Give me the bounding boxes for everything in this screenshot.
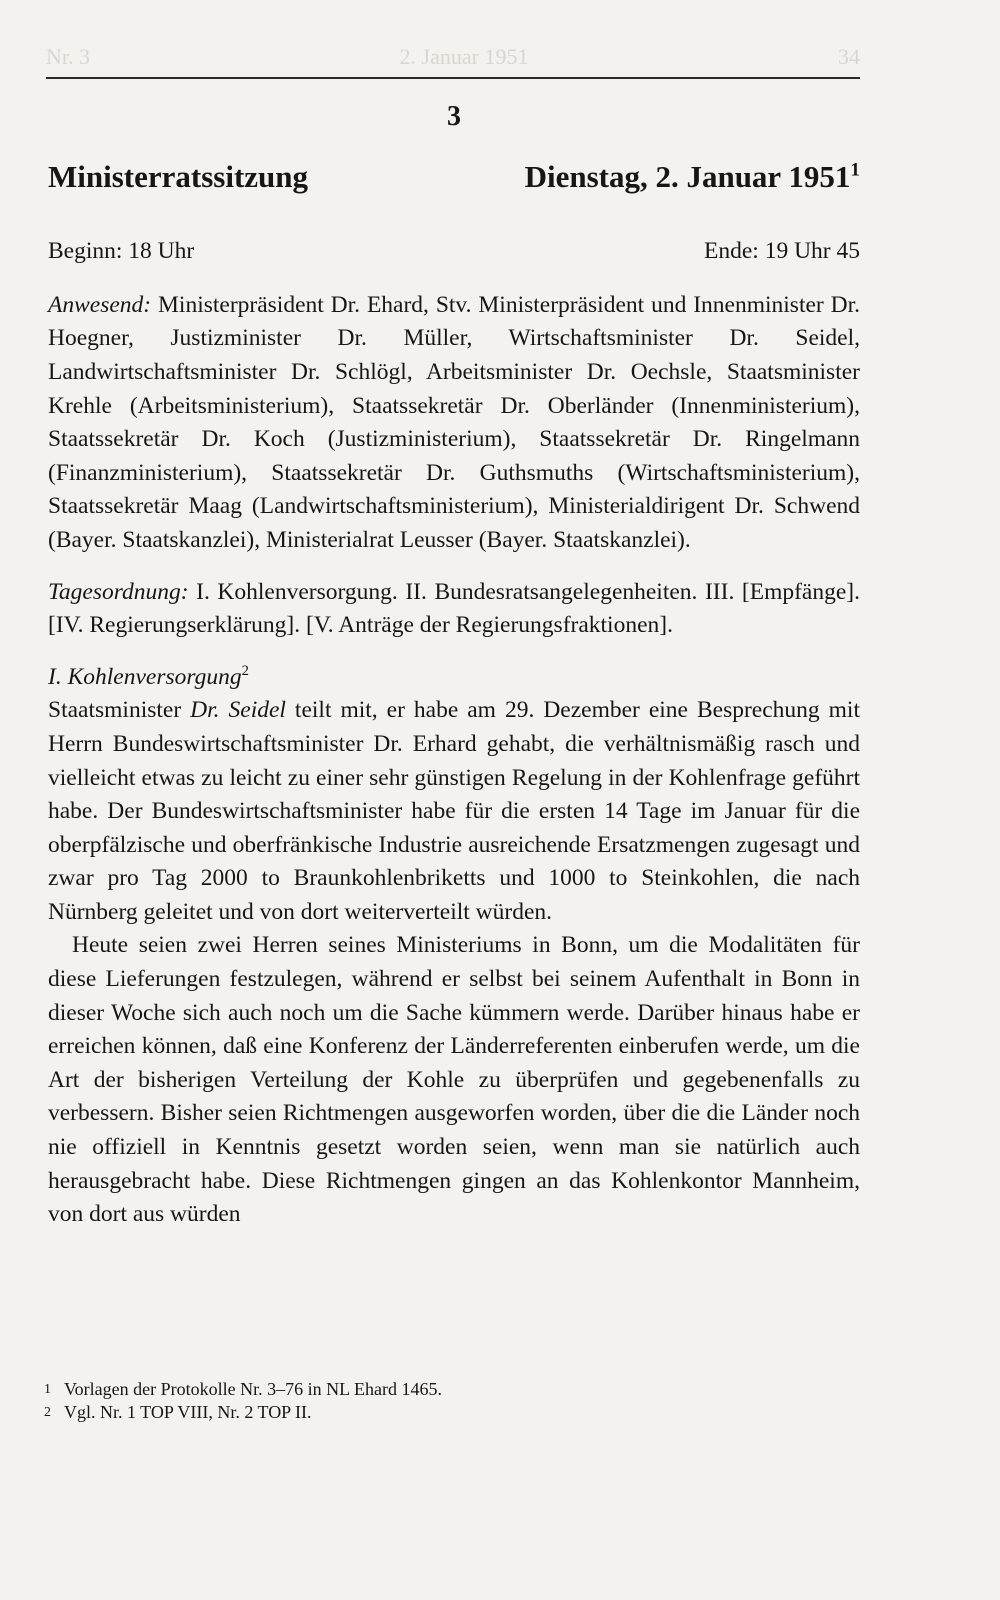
para1-text: teilt mit, er habe am 29. Dezember eine Besprechung mit Herrn Bundeswirtschaftsminister Dr. Erhard gehabt, die verhältnismäßig rasch und vielleicht etwas zu leicht zu einer sehr günstigen Regelung in der Kohlenfrage geführt habe. Der Bundeswirtschaftsminister habe für die ersten 14 Tage im Januar für die oberpfälzische und oberfränkische Industrie ausreichende Ersatzmengen zugesagt und zwar pro Tag 2000 to Braunkohlenbriketts und 1000 to Steinkohlen, die nach Nürnberg geleitet und von dort weiterverteilt würden. (48, 697, 860, 925)
meeting-date (525, 160, 860, 194)
paragraph-2: Heute seien zwei Herren seines Ministeriums in Bonn, um die Modalitäten für diese Lieferungen festzulegen, während er selbst bei seinem Aufenthalt in Bonn in dieser Woche sich auch noch um die Sache kümmern werde. Darüber hinaus habe er erreichen können, daß eine Konferenz der Länderreferenten einberufen werde, um die Art der bisherigen Verteilung der Kohle zu überprüfen und gegebenenfalls zu verbessern. Bisher seien Richtmengen ausgeworfen worden, über die die Länder noch nie offiziell in Kenntnis gesetzt worden seien, wenn man sie natürlich auch herausgebracht habe. Diese Richtmengen gingen an das Kohlenkontor Mannheim, von dort aus würden (48, 932, 860, 1228)
end-time: Ende: 19 Uhr 45 (704, 238, 860, 265)
para1-prefix: Staatsminister (48, 697, 191, 724)
section-heading-text: I. Kohlenversorgung (48, 663, 242, 690)
agenda-paragraph (48, 576, 860, 643)
footnote-number: 2 (44, 1405, 51, 1420)
footnote-text: Vorlagen der Protokolle Nr. 3–76 in NL Ehard 1465. (64, 1379, 442, 1399)
footnote-ref-1[interactable]: 1 (850, 159, 860, 181)
footnote-text: Vgl. Nr. 1 TOP VIII, Nr. 2 TOP II. (64, 1402, 312, 1422)
footnote-item (44, 1401, 844, 1424)
footnote-ref-2[interactable]: 2 (241, 662, 249, 679)
section-heading (48, 661, 860, 695)
begin-time: Beginn: 18 Uhr (48, 238, 195, 265)
bleed-center: 2. Januar 1951 (399, 44, 529, 69)
header-rule (46, 77, 860, 79)
agenda-label: Tagesordnung: (48, 578, 189, 605)
attendance-paragraph (48, 289, 860, 558)
agenda-text: I. Kohlenversorgung. II. Bundesratsangelegenheiten. III. [Empfänge]. [IV. Regierungserklärung]. [V. Anträge der Regierungsfraktionen]. (48, 578, 860, 639)
page-body (48, 100, 860, 1232)
bleed-left: Nr. 3 (46, 44, 90, 69)
footnote-item (44, 1378, 844, 1401)
attendance-text: Ministerpräsident Dr. Ehard, Stv. Ministerpräsident und Innenminister Dr. Hoegner, Justizminister Dr. Müller, Wirtschaftsminister Dr. Seidel, Landwirtschaftsminister Dr. Schlögl, Arbeitsminister Dr. Oechsle, Staatsminister Krehle (Arbeitsministerium), Staatssekretär Dr. Oberländer (Innenministerium), Staatssekretär Dr. Koch (Justizministerium), Staatssekretär Dr. Ringelmann (Finanzministerium), Staatssekretär Dr. Guthsmuths (Wirtschaftsministerium), Staatssekretär Maag (Landwirtschaftsministerium), Ministerialdirigent Dr. Schwend (Bayer. Staatskanzlei), Ministerialrat Leusser (Bayer. Staatskanzlei). (48, 291, 860, 553)
footnotes (44, 1378, 844, 1424)
title-row (48, 160, 860, 194)
speaker-name: Dr. Seidel (190, 697, 286, 724)
paragraph-1 (48, 694, 860, 929)
bleed-right: 34 (837, 44, 860, 69)
meeting-date-text: Dienstag, 2. Januar 1951 (524, 158, 851, 194)
footnote-number: 1 (44, 1382, 51, 1397)
meeting-title: Ministerratssitzung (48, 158, 309, 194)
time-row (48, 235, 860, 269)
document-number: 3 (447, 101, 461, 132)
bleed-through-header (46, 44, 860, 70)
attendance-label: Anwesend: (48, 291, 152, 318)
